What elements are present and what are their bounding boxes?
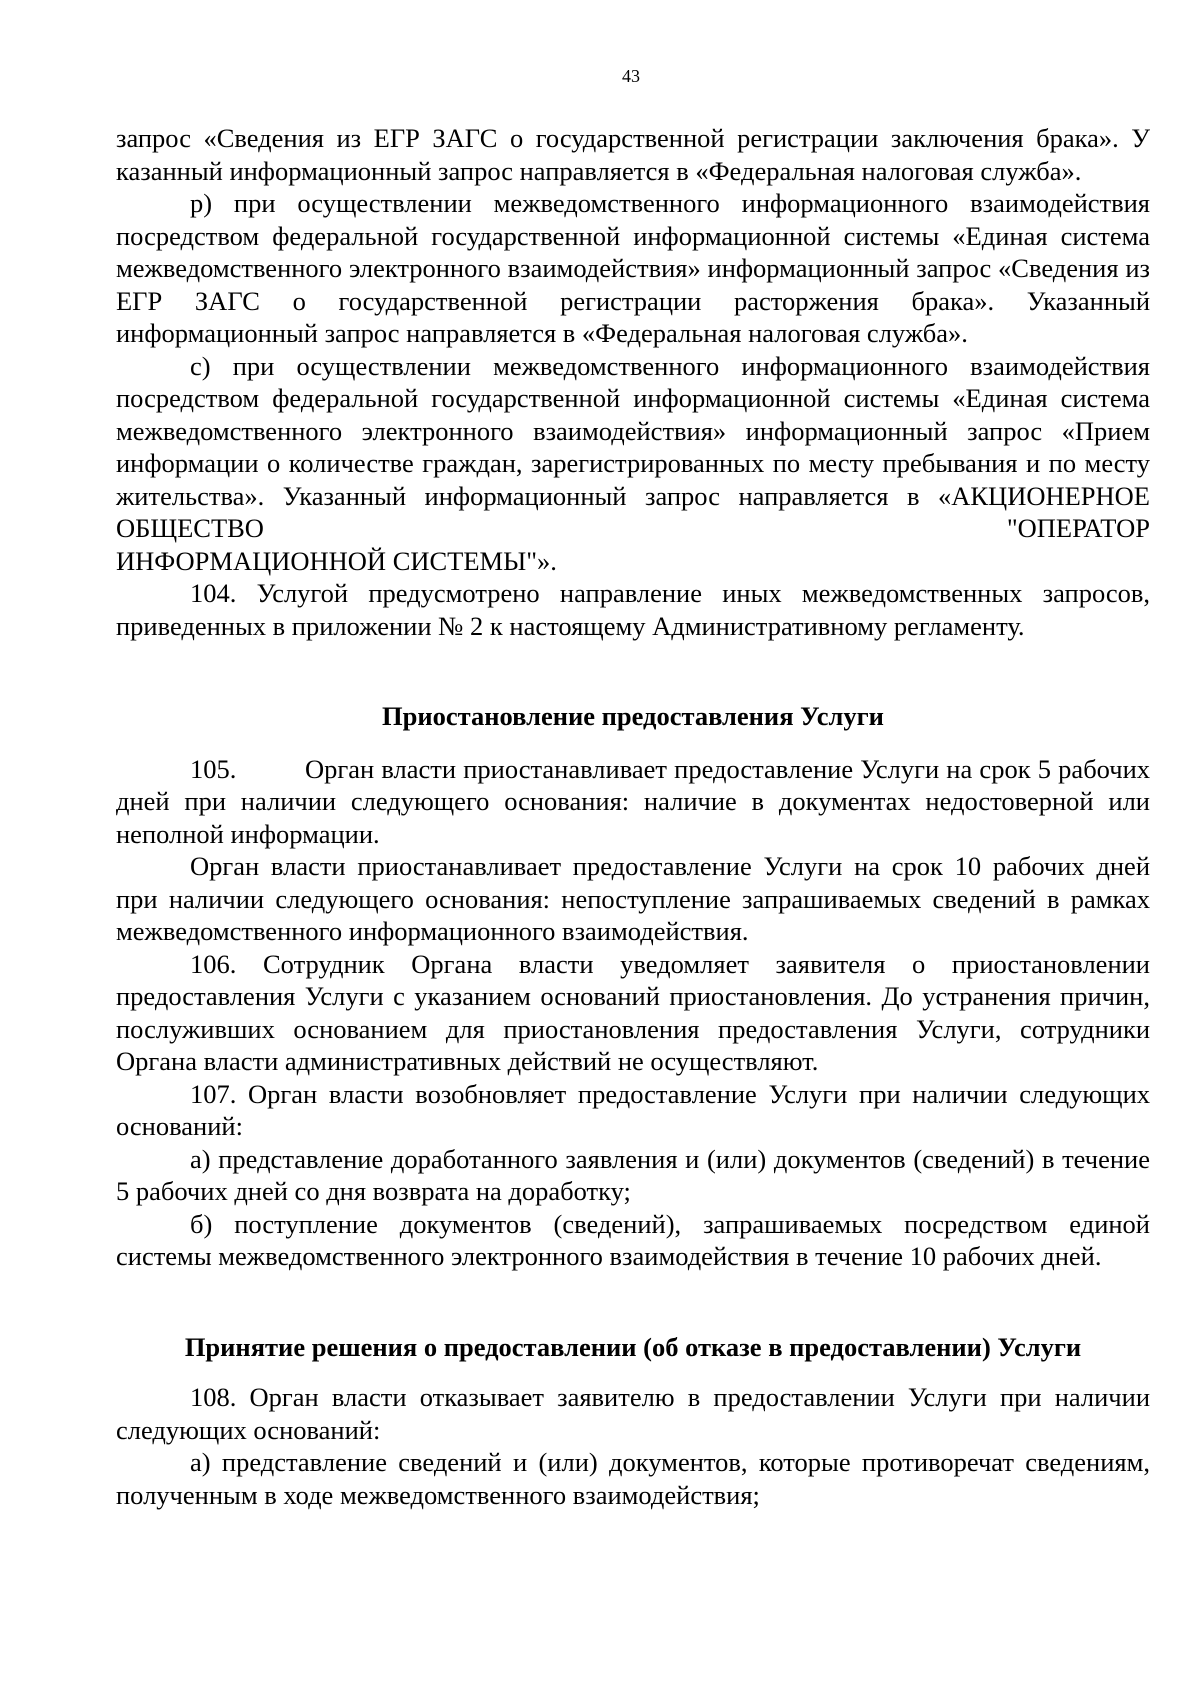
paragraph-105-number: 105. xyxy=(190,753,237,784)
paragraph-108-a: а) представление сведений и (или) документов, которые противоречат сведениям, полученным в ходе межведомственного взаимодействия; xyxy=(116,1447,1150,1510)
paragraph-s: с) при осуществлении межведомственного информационного взаимодействия посредством федеральной государственной информационной системы «Единая система межведомственного электронного взаимодействия» информационный запрос «Прием информации о количестве граждан, зарегистрированных по месту пребывания и по месту жительства». Указанный информационный запрос направляется в «АКЦИОНЕРНОЕ ОБЩЕСТВО "ОПЕРАТОР xyxy=(116,350,1150,543)
paragraph-s-tail: ИНФОРМАЦИОННОЙ СИСТЕМЫ"». xyxy=(116,545,557,576)
paragraph-r: р) при осуществлении межведомственного информационного взаимодействия посредством федеральной государственной информационной системы «Единая система межведомственного электронного взаимодействия» информационный запрос «Сведения из ЕГР ЗАГС о государственной регистрации расторжения брака». Указанный информационный запрос направляется в «Федеральная налоговая служба». xyxy=(116,188,1150,348)
paragraph-107-b: б) поступление документов (сведений), запрашиваемых посредством единой системы межведомственного электронного взаимодействия в течение 10 рабочих дней. xyxy=(116,1208,1150,1271)
paragraph-q-tail: запрос «Сведения из ЕГР ЗАГС о государственной регистрации заключения брака». У казанный информационный запрос направляется в «Федеральная налоговая служба». xyxy=(116,123,1150,186)
paragraph-108: 108. Орган власти отказывает заявителю в предоставлении Услуги при наличии следующих оснований: xyxy=(116,1382,1150,1445)
page-number: 43 xyxy=(622,66,640,86)
paragraph-104: 104. Услугой предусмотрено направление иных межведомственных запросов, приведенных в приложении № 2 к настоящему Административному регламенту. xyxy=(116,578,1150,641)
paragraph-107: 107. Орган власти возобновляет предоставление Услуги при наличии следующих оснований: xyxy=(116,1078,1150,1141)
paragraph-107-a: а) представление доработанного заявления и (или) документов (сведений) в течение 5 рабочих дней со дня возврата на доработку; xyxy=(116,1143,1150,1206)
paragraph-105-text: Орган власти приостанавливает предоставление Услуги на срок 5 рабочих дней при наличии следующего основания: наличие в документах недостоверной или неполной информации. xyxy=(116,753,1150,849)
paragraph-106: 106. Сотрудник Органа власти уведомляет заявителя о приостановлении предоставления Услуги с указанием оснований приостановления. До устранения причин, послуживших основанием для приостановления предоставления Услуги, сотрудники Органа власти административных действий не осуществляют. xyxy=(116,948,1150,1076)
section-heading-decision: Принятие решения о предоставлении (об отказе в предоставлении) Услуги xyxy=(184,1331,1082,1362)
paragraph-105 xyxy=(116,753,1150,851)
paragraph-105-b: Орган власти приостанавливает предоставление Услуги на срок 10 рабочих дней при наличии следующего основания: непоступление запрашиваемых сведений в рамках межведомственного информационного взаимодействия. xyxy=(116,851,1150,946)
document-body xyxy=(116,122,1150,1511)
section-heading-suspension: Приостановление предоставления Услуги xyxy=(382,701,884,731)
